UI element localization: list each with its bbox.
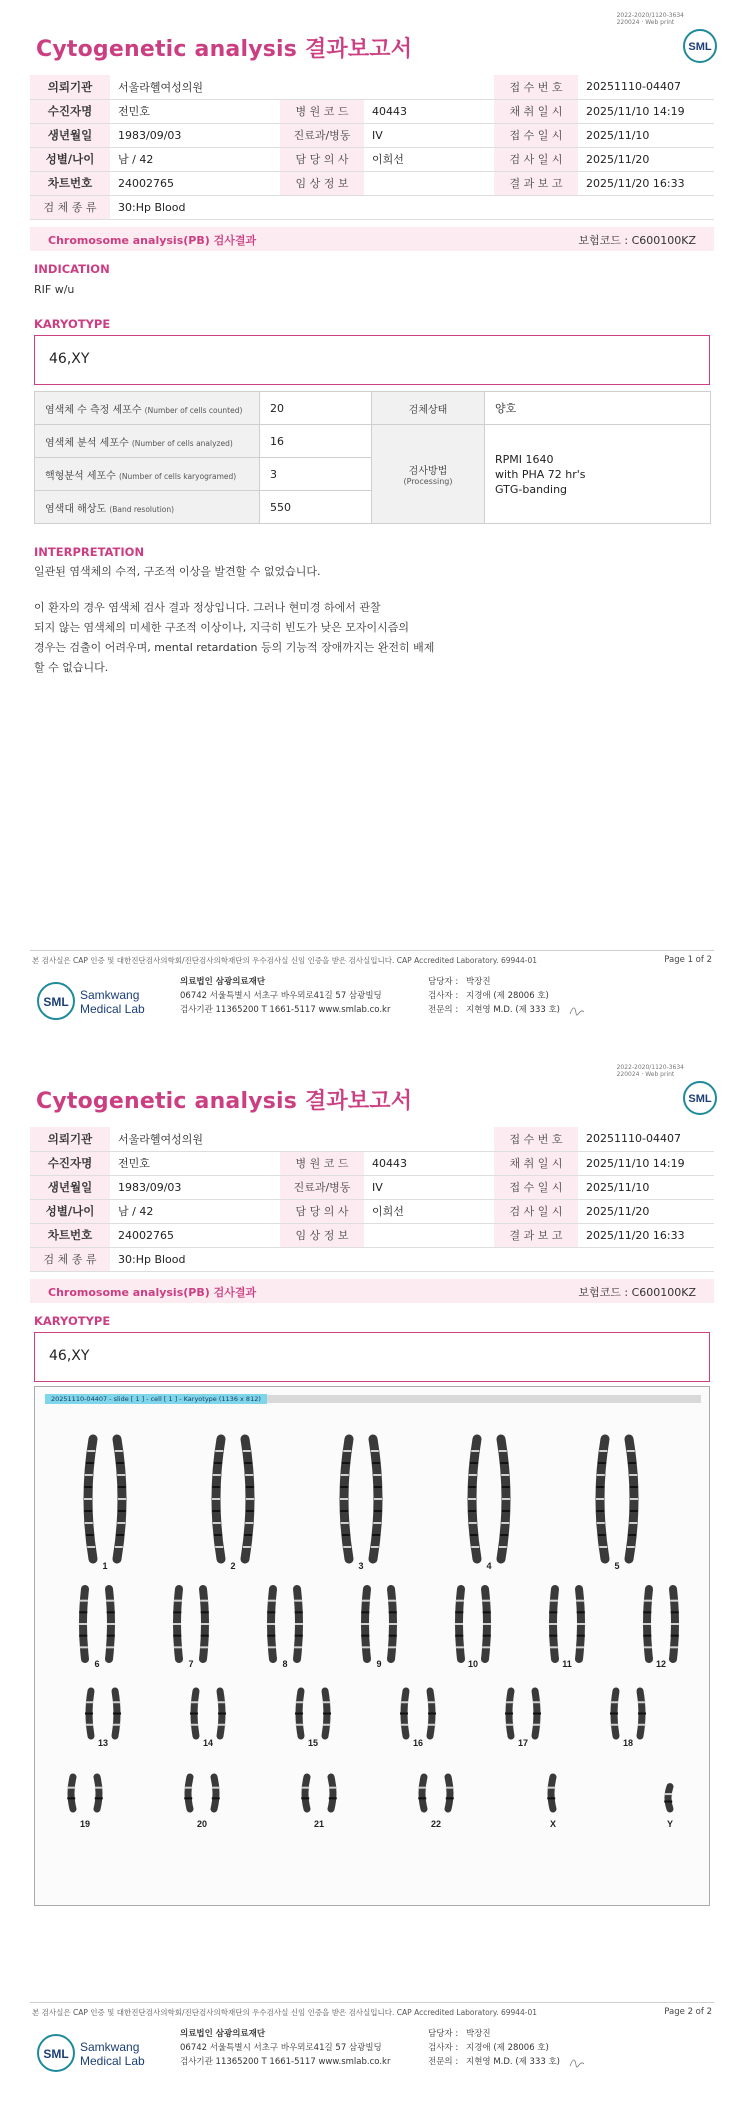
cells-karyogramed-value: 3 xyxy=(260,458,372,491)
footer-accreditation-note: 본 검사실은 CAP 인증 및 대한진단검사의학회/진단검사의학재단의 우수검사실 신임 인증을 받은 검사실입니다. CAP Accredited Laboratory. 69944-01 xyxy=(32,956,538,965)
received-label: 접 수 일 시 xyxy=(494,1175,578,1199)
dob-label: 생년월일 xyxy=(30,1175,110,1199)
footer-logo-mark: SML xyxy=(43,2047,69,2061)
collected-label: 채 취 일 시 xyxy=(494,1151,578,1175)
insurance-code: 보험코드 : C600100KZ xyxy=(578,1286,696,1299)
dept-value: IV xyxy=(364,1175,494,1199)
cell-detail-table xyxy=(34,391,711,524)
tested-value: 2025/11/20 xyxy=(578,1199,714,1223)
chart-value: 24002765 xyxy=(110,171,280,195)
chromosome-4-2 xyxy=(499,1439,510,1559)
hospital-value: 서울라헬여성의원 xyxy=(110,1127,494,1151)
specimen-state-value: 양호 xyxy=(485,392,711,425)
karyogram-caption: 20251110-04407 - slide [ 1 ] - cell [ 1 ] - Karyotype (1136 x 812) xyxy=(45,1394,267,1404)
signature-icon xyxy=(569,1004,585,1016)
karyogram-image xyxy=(34,1386,710,1906)
sex-age-label: 성별/나이 xyxy=(30,1199,110,1223)
sex-age-value: 남 / 42 xyxy=(110,147,280,171)
result-section-title: Chromosome analysis(PB) 검사결과 xyxy=(48,234,257,247)
chromosome-label-22: 22 xyxy=(430,1819,442,1829)
hosp-code-label: 병 원 코 드 xyxy=(280,99,364,123)
dept-label: 진료과/병동 xyxy=(280,123,364,147)
chromosome-9-1 xyxy=(361,1589,370,1659)
footer-logo-line-2: Medical Lab xyxy=(80,1002,145,1016)
sml-logo-icon xyxy=(682,28,718,64)
patient-info-table xyxy=(30,75,714,220)
chromosome-4-1 xyxy=(468,1439,479,1559)
patient-info-table xyxy=(30,1127,714,1272)
tested-label: 검 사 일 시 xyxy=(494,1199,578,1223)
cells-analyzed-value: 16 xyxy=(260,425,372,458)
chromosome-21-2 xyxy=(329,1777,337,1809)
report-title: Cytogenetic analysis 결과보고서 xyxy=(36,37,413,62)
chromosome-label-9: 9 xyxy=(376,1659,382,1669)
chromosome-22-1 xyxy=(418,1777,426,1809)
chromosome-22-2 xyxy=(446,1777,454,1809)
accession-value: 20251110-04407 xyxy=(578,75,714,99)
chromosome-8-1 xyxy=(267,1589,276,1659)
footer-logo-mark: SML xyxy=(43,995,69,1009)
chromosome-label-6: 6 xyxy=(94,1659,100,1669)
doctor-label: 담 당 의 사 xyxy=(280,147,364,171)
chart-value: 24002765 xyxy=(110,1223,280,1247)
signer-3-role: 전문의 : xyxy=(428,2057,459,2067)
chromosome-label-15: 15 xyxy=(307,1738,319,1748)
chromosome-6-1 xyxy=(79,1589,88,1659)
specimen-state-label: 검체상태 xyxy=(372,392,485,425)
received-label: 접 수 일 시 xyxy=(494,123,578,147)
chromosome-5-2 xyxy=(627,1439,638,1559)
karyogram-chromosomes xyxy=(35,1409,711,1905)
clinical-label: 임 상 정 보 xyxy=(280,1223,364,1247)
chromosome-label-2: 2 xyxy=(230,1561,236,1571)
cells-counted-value: 20 xyxy=(260,392,372,425)
chromosome-7-2 xyxy=(200,1589,209,1659)
signers-block xyxy=(428,975,585,1017)
sex-age-label: 성별/나이 xyxy=(30,147,110,171)
insurance-code: 보험코드 : C600100KZ xyxy=(578,234,696,247)
chromosome-11-1 xyxy=(549,1589,558,1659)
footer-logo-line-1: Samkwang xyxy=(80,2040,140,2054)
patient-name-label: 수진자명 xyxy=(30,99,110,123)
chromosome-17-2 xyxy=(533,1691,542,1736)
reported-value: 2025/11/20 16:33 xyxy=(578,1223,714,1247)
signer-1-name: 박장진 xyxy=(466,977,491,987)
chromosome-14-1 xyxy=(190,1691,199,1736)
clinical-value xyxy=(364,1223,494,1247)
interpretation-line-3: 경우는 검출이 어려우며, mental retardation 등의 기능적 장애까지는 완전히 배제 xyxy=(34,641,435,654)
interpretation-summary: 일관된 염색체의 수적, 구조적 이상을 발견할 수 없었습니다. xyxy=(34,565,321,578)
signature-icon xyxy=(569,2056,585,2068)
chromosome-8-2 xyxy=(294,1589,303,1659)
chromosome-label-11: 11 xyxy=(562,1659,572,1669)
signer-2-name: 지경애 (제 28006 호) xyxy=(466,991,549,1001)
samkwang-logo-icon xyxy=(36,2030,166,2076)
patient-name-label: 수진자명 xyxy=(30,1151,110,1175)
chart-label: 차트번호 xyxy=(30,171,110,195)
interpretation-line-1: 이 환자의 경우 염색체 검사 결과 정상입니다. 그러나 현미경 하에서 관찰 xyxy=(34,601,381,614)
signer-3-role: 전문의 : xyxy=(428,1005,459,1015)
method-label: 검사방법 (Processing) xyxy=(372,425,485,524)
chromosome-19-1 xyxy=(67,1777,75,1809)
signer-2-name: 지경애 (제 28006 호) xyxy=(466,2043,549,2053)
doctor-value: 이희선 xyxy=(364,147,494,171)
chromosome-3-2 xyxy=(371,1439,382,1559)
chromosome-16-1 xyxy=(400,1691,409,1736)
dob-label: 생년월일 xyxy=(30,123,110,147)
doctor-label: 담 당 의 사 xyxy=(280,1199,364,1223)
web-print-line-1: 2022-2020/1120-3634 xyxy=(616,12,684,19)
chromosome-label-14: 14 xyxy=(202,1738,214,1748)
reported-label: 결 과 보 고 xyxy=(494,171,578,195)
chromosome-13-2 xyxy=(113,1691,122,1736)
received-value: 2025/11/10 xyxy=(578,1175,714,1199)
chromosome-1-2 xyxy=(115,1439,126,1559)
karyotype-value: 46,XY xyxy=(49,351,90,367)
chromosome-label-10: 10 xyxy=(467,1659,479,1669)
signer-1-name: 박장진 xyxy=(466,2029,491,2039)
chromosome-label-21: 21 xyxy=(313,1819,325,1829)
chromosome-19-2 xyxy=(95,1777,103,1809)
chromosome-16-2 xyxy=(428,1691,437,1736)
indication-text: RIF w/u xyxy=(34,283,75,296)
institution-info xyxy=(180,975,390,1017)
specimen-value: 30:Hp Blood xyxy=(110,195,714,219)
chromosome-15-1 xyxy=(295,1691,304,1736)
page-number: Page 1 of 2 xyxy=(664,955,712,965)
chromosome-label-3: 3 xyxy=(358,1561,364,1571)
hospital-label: 의뢰기관 xyxy=(30,75,110,99)
chromosome-11-2 xyxy=(576,1589,585,1659)
collected-value: 2025/11/10 14:19 xyxy=(578,99,714,123)
sml-logo-text: SML xyxy=(688,1093,712,1105)
chromosome-14-2 xyxy=(218,1691,227,1736)
result-section-title: Chromosome analysis(PB) 검사결과 xyxy=(48,1286,257,1299)
specimen-value: 30:Hp Blood xyxy=(110,1247,714,1271)
band-resolution-label: 염색대 해상도 (Band resolution) xyxy=(35,491,260,524)
signer-1-role: 담당자 : xyxy=(428,977,459,987)
signer-2-role: 검사자 : xyxy=(428,2043,459,2053)
institution-contact: 검사기관 11365200 T 1661-5117 www.smlab.co.kr xyxy=(180,1005,391,1015)
chromosome-15-2 xyxy=(323,1691,332,1736)
accession-value: 20251110-04407 xyxy=(578,1127,714,1151)
dept-value: IV xyxy=(364,123,494,147)
web-print-line-1: 2022-2020/1120-3634 xyxy=(616,1064,684,1071)
institution-info xyxy=(180,2027,390,2069)
chromosome-X-1 xyxy=(547,1777,555,1809)
hosp-code-label: 병 원 코 드 xyxy=(280,1151,364,1175)
chromosome-1-1 xyxy=(84,1439,95,1559)
chromosome-label-Y: Y xyxy=(666,1819,674,1829)
collected-value: 2025/11/10 14:19 xyxy=(578,1151,714,1175)
specimen-label: 검 체 종 류 xyxy=(30,195,110,219)
signers-block xyxy=(428,2027,585,2069)
interpretation-line-2: 되지 않는 염색체의 미세한 구조적 이상이나, 지극히 빈도가 낮은 모자이시즘의 xyxy=(34,621,409,634)
chromosome-7-1 xyxy=(173,1589,182,1659)
dob-value: 1983/09/03 xyxy=(110,123,280,147)
institution-address: 06742 서울특별시 서초구 바우뫼로41길 57 삼광빌딩 xyxy=(180,2043,382,2053)
band-resolution-value: 550 xyxy=(260,491,372,524)
method-value: RPMI 1640 with PHA 72 hr's GTG-banding xyxy=(485,425,711,524)
sml-logo-text: SML xyxy=(688,41,712,53)
chromosome-2-2 xyxy=(243,1439,254,1559)
chromosome-20-2 xyxy=(212,1777,220,1809)
chromosome-label-19: 19 xyxy=(79,1819,91,1829)
hosp-code-value: 40443 xyxy=(364,99,494,123)
web-print-stamp xyxy=(617,12,684,26)
interpretation-body xyxy=(34,598,434,678)
specimen-label: 검 체 종 류 xyxy=(30,1247,110,1271)
chromosome-Y-1 xyxy=(664,1787,672,1809)
chromosome-5-1 xyxy=(596,1439,607,1559)
institution-contact: 검사기관 11365200 T 1661-5117 www.smlab.co.kr xyxy=(180,2057,391,2067)
patient-name-value: 전민호 xyxy=(110,99,280,123)
signer-1-role: 담당자 : xyxy=(428,2029,459,2039)
chromosome-12-1 xyxy=(643,1589,652,1659)
result-section-bar xyxy=(30,227,714,251)
indication-heading: INDICATION xyxy=(34,262,110,276)
chromosome-label-16: 16 xyxy=(412,1738,424,1748)
chromosome-label-12: 12 xyxy=(655,1659,667,1669)
footer-divider xyxy=(30,2002,714,2003)
received-value: 2025/11/10 xyxy=(578,123,714,147)
chromosome-6-2 xyxy=(106,1589,115,1659)
tested-label: 검 사 일 시 xyxy=(494,147,578,171)
result-section-bar xyxy=(30,1279,714,1303)
reported-value: 2025/11/20 16:33 xyxy=(578,171,714,195)
signer-3-name: 지현영 M.D. (제 333 호) xyxy=(466,1005,561,1015)
chromosome-18-1 xyxy=(610,1691,619,1736)
chromosome-21-1 xyxy=(301,1777,309,1809)
karyotype-box xyxy=(34,1332,710,1382)
signer-3-name: 지현영 M.D. (제 333 호) xyxy=(466,2057,561,2067)
chromosome-label-7: 7 xyxy=(188,1659,194,1669)
web-print-stamp xyxy=(617,1064,684,1078)
interpretation-line-4: 할 수 없습니다. xyxy=(34,661,109,674)
chromosome-label-17: 17 xyxy=(517,1738,529,1748)
doctor-value: 이희선 xyxy=(364,1199,494,1223)
chromosome-12-2 xyxy=(670,1589,679,1659)
tested-value: 2025/11/20 xyxy=(578,147,714,171)
footer-logo-line-2: Medical Lab xyxy=(80,2054,145,2068)
hospital-value: 서울라헬여성의원 xyxy=(110,75,494,99)
signer-2-role: 검사자 : xyxy=(428,991,459,1001)
dept-label: 진료과/병동 xyxy=(280,1175,364,1199)
accession-label: 접 수 번 호 xyxy=(494,1127,578,1151)
institution-address: 06742 서울특별시 서초구 바우뫼로41길 57 삼광빌딩 xyxy=(180,991,382,1001)
chromosome-label-20: 20 xyxy=(196,1819,208,1829)
chromosome-label-8: 8 xyxy=(282,1659,288,1669)
patient-name-value: 전민호 xyxy=(110,1151,280,1175)
web-print-line-2: 220024 · Web print xyxy=(616,1071,675,1078)
cells-karyogramed-label: 핵형분석 세포수 (Number of cells karyogramed) xyxy=(35,458,260,491)
karyotype-value: 46,XY xyxy=(49,1348,90,1364)
chromosome-10-1 xyxy=(455,1589,464,1659)
cells-counted-label: 염색체 수 측정 세포수 (Number of cells counted) xyxy=(35,392,260,425)
institution-name: 의료법인 삼광의료재단 xyxy=(180,977,266,987)
chart-label: 차트번호 xyxy=(30,1223,110,1247)
chromosome-2-1 xyxy=(212,1439,223,1559)
chromosome-18-2 xyxy=(638,1691,647,1736)
chromosome-label-18: 18 xyxy=(622,1738,634,1748)
clinical-value xyxy=(364,171,494,195)
reported-label: 결 과 보 고 xyxy=(494,1223,578,1247)
footer-logo-line-1: Samkwang xyxy=(80,988,140,1002)
chromosome-label-13: 13 xyxy=(97,1738,109,1748)
footer-divider xyxy=(30,950,714,951)
hospital-label: 의뢰기관 xyxy=(30,1127,110,1151)
interpretation-heading: INTERPRETATION xyxy=(34,545,145,559)
chromosome-label-4: 4 xyxy=(486,1561,492,1571)
institution-name: 의료법인 삼광의료재단 xyxy=(180,2029,266,2039)
dob-value: 1983/09/03 xyxy=(110,1175,280,1199)
samkwang-logo-icon xyxy=(36,978,166,1024)
sml-logo-icon xyxy=(682,1080,718,1116)
report-title: Cytogenetic analysis 결과보고서 xyxy=(36,1089,413,1114)
clinical-label: 임 상 정 보 xyxy=(280,171,364,195)
chromosome-20-1 xyxy=(184,1777,192,1809)
sex-age-value: 남 / 42 xyxy=(110,1199,280,1223)
hosp-code-value: 40443 xyxy=(364,1151,494,1175)
chromosome-17-1 xyxy=(505,1691,514,1736)
collected-label: 채 취 일 시 xyxy=(494,99,578,123)
karyotype-heading: KARYOTYPE xyxy=(34,1314,111,1328)
chromosome-9-2 xyxy=(388,1589,397,1659)
karyotype-box xyxy=(34,335,710,385)
chromosome-label-X: X xyxy=(549,1819,557,1829)
karyotype-heading: KARYOTYPE xyxy=(34,317,111,331)
chromosome-3-1 xyxy=(340,1439,351,1559)
footer-accreditation-note: 본 검사실은 CAP 인증 및 대한진단검사의학회/진단검사의학재단의 우수검사실 신임 인증을 받은 검사실입니다. CAP Accredited Laboratory. 69944-01 xyxy=(32,2008,538,2017)
accession-label: 접 수 번 호 xyxy=(494,75,578,99)
page-number: Page 2 of 2 xyxy=(664,2007,712,2017)
chromosome-10-2 xyxy=(482,1589,491,1659)
chromosome-13-1 xyxy=(85,1691,94,1736)
web-print-line-2: 220024 · Web print xyxy=(616,19,675,26)
cells-analyzed-label: 염색체 분석 세포수 (Number of cells analyzed) xyxy=(35,425,260,458)
chromosome-label-5: 5 xyxy=(614,1561,620,1571)
chromosome-label-1: 1 xyxy=(102,1561,108,1571)
